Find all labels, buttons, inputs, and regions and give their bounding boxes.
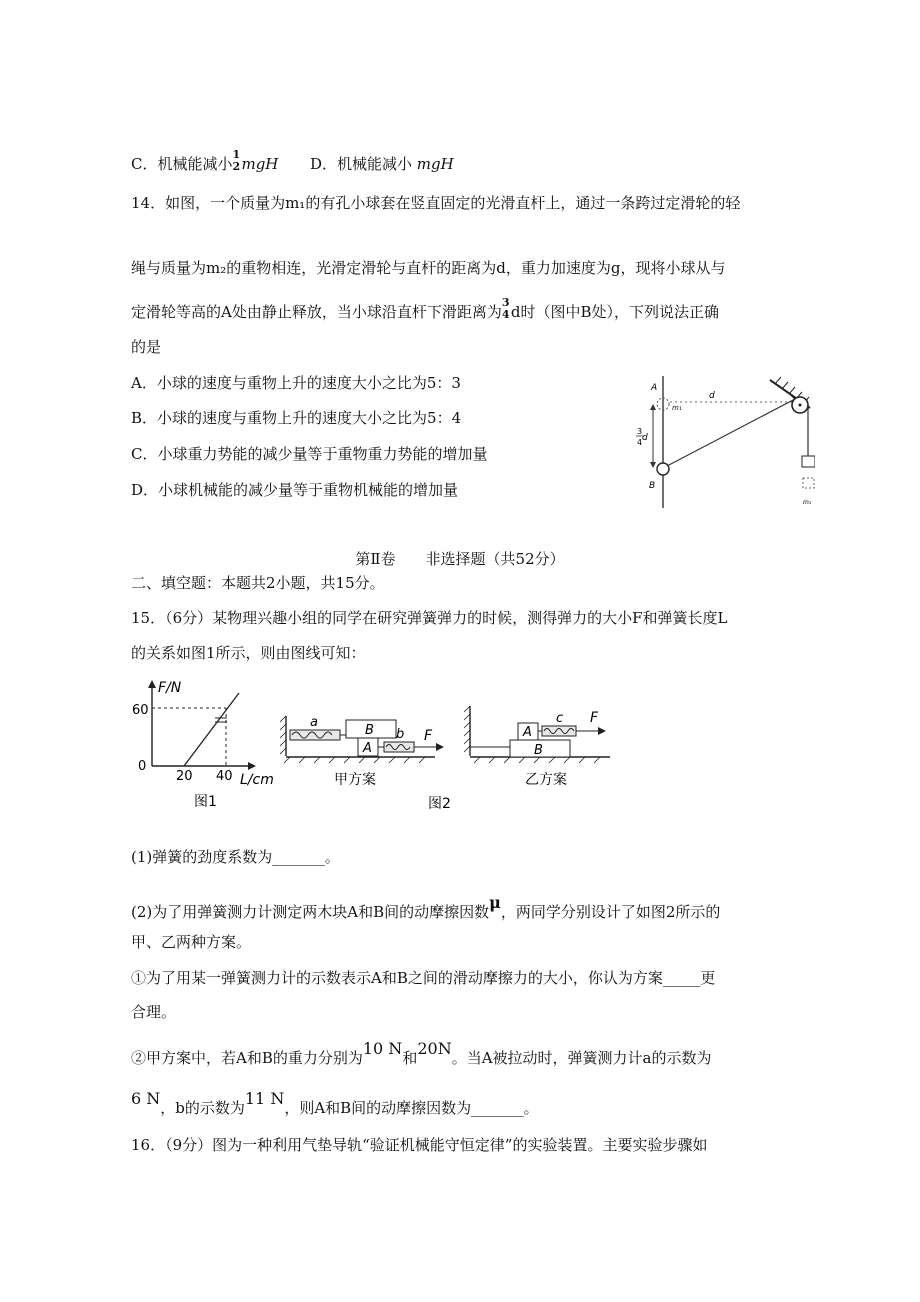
- label-force-yi: F: [590, 710, 599, 726]
- label-m1: m₁: [672, 404, 682, 412]
- q14-option-b: B．小球的速度与重物上升的速度大小之比为5：4: [131, 409, 462, 427]
- q15-part-3-line-1: ①为了用某一弹簧测力计的示数表示A和B之间的滑动摩擦力的大小，你认为方案_____更: [131, 969, 716, 987]
- label-a: A: [651, 383, 658, 393]
- label-scheme-jia: 甲方案: [334, 772, 376, 788]
- ball-at-b: [657, 463, 669, 475]
- q14-option-a: A．小球的速度与重物上升的速度大小之比为5：3: [131, 374, 461, 392]
- label-spring-b: b: [396, 727, 405, 742]
- frac-numerator: 3: [501, 296, 510, 309]
- mu-symbol: μ: [489, 893, 501, 912]
- value-20n: 20N: [417, 1039, 452, 1058]
- value-6n: 6 N: [131, 1089, 161, 1108]
- x-axis-label: L/cm: [240, 772, 274, 788]
- q15-part-3-line-2: 合理。: [131, 1003, 177, 1021]
- q15-figure-2-schemes: [280, 696, 620, 820]
- q14-line3-suffix: d时（图中B处），下列说法正确: [510, 303, 719, 321]
- q14-stem-line-2: 绳与质量为m₂的重物相连，光滑定滑轮与直杆的距离为d，重力加速度为g，现将小球从与: [131, 259, 726, 277]
- q14-stem-line-3: [131, 296, 719, 322]
- q14-option-c: C．小球重力势能的减少量等于重物重力势能的增加量: [131, 445, 488, 463]
- q15-part-4-suffix-2: ，则A和B间的动摩擦因数为_______。: [284, 1099, 539, 1117]
- q13-options: [131, 148, 454, 174]
- q15-part-4-mid-2: ，b的示数为: [160, 1099, 245, 1117]
- q14-stem-line-4: 的是: [131, 338, 162, 356]
- q15-part-2-line-2: 甲、乙两种方案。: [131, 933, 252, 951]
- label-block-b-yi: B: [534, 743, 543, 758]
- data-line: [184, 693, 239, 766]
- label-frac-num: 3: [637, 427, 643, 436]
- q15-part-1: (1)弹簧的劲度系数为_______。: [131, 848, 340, 866]
- label-block-a: A: [363, 741, 372, 756]
- label-scheme-yi: 乙方案: [525, 772, 567, 788]
- q15-part-2-prefix: (2)为了用弹簧测力计测定两木块A和B间的动摩擦因数: [131, 903, 490, 921]
- q15-part-2-suffix: ，两同学分别设计了如图2所示的: [500, 903, 721, 921]
- section-title: 第Ⅱ卷 非选择题（共52分）: [355, 550, 565, 568]
- label-d: d: [709, 391, 715, 401]
- q15-stem-line-2: 的关系如图1所示，则由图线可知：: [131, 644, 366, 662]
- value-11n: 11 N: [244, 1089, 285, 1108]
- q13-option-c-prefix: C．机械能减小: [131, 155, 233, 173]
- x-tick-20: 20: [176, 769, 193, 784]
- section-subtitle: 二、填空题：本题共2小题，共15分。: [131, 574, 385, 592]
- q15-stem-line-1: 15．（6分）某物理兴趣小组的同学在研究弹簧弹力的时候，测得弹力的大小F和弹簧长度L: [131, 609, 728, 627]
- q14-line3-prefix: 定滑轮等高的A处由静止释放，当小球沿直杆下滑距离为: [131, 303, 502, 321]
- label-block-b: B: [365, 723, 374, 738]
- frac-denominator: 4: [501, 308, 510, 321]
- q15-part-4-mid: 和: [402, 1049, 418, 1067]
- label-spring-a: a: [310, 715, 318, 730]
- label-m2: m₂: [803, 499, 812, 506]
- label-force-jia: F: [424, 728, 433, 744]
- q13-option-d-suffix: mgH: [416, 155, 454, 173]
- label-d-vertical: d: [642, 433, 648, 443]
- q15-part-4-prefix: ②甲方案中，若A和B的重力分别为: [131, 1049, 363, 1067]
- y-axis-label: F/N: [158, 680, 182, 696]
- q15-part-2-line-1: [131, 893, 721, 922]
- q15-part-4-line-1: [131, 1039, 712, 1068]
- weight-block-dashed: [803, 478, 814, 488]
- q13-option-d-prefix: D．机械能减小: [309, 155, 412, 173]
- q15-figure-1-graph: [130, 676, 280, 812]
- frac-denominator: 2: [232, 160, 241, 173]
- y-tick-60: 60: [132, 703, 149, 718]
- q14-pulley-figure: [615, 374, 815, 510]
- spring-c: [542, 726, 576, 736]
- q16-stem-line-1: 16．（9分）图为一种利用气垫导轨“验证机械能守恒定律”的实验装置。主要实验步骤如: [131, 1136, 708, 1154]
- frac-numerator: 1: [232, 148, 241, 161]
- q13-option-c-suffix: mgH: [241, 155, 279, 173]
- rope: [667, 399, 795, 466]
- figure-1-caption: 图1: [194, 794, 217, 810]
- label-spring-c: c: [556, 711, 564, 726]
- x-tick-40: 40: [216, 769, 233, 784]
- value-10n: 10 N: [362, 1039, 403, 1058]
- figure-2-caption: 图2: [428, 796, 451, 812]
- origin-label: 0: [138, 759, 147, 774]
- q15-part-4-line-2: [131, 1089, 539, 1118]
- q14-stem-line-1: 14．如图，一个质量为m₁的有孔小球套在竖直固定的光滑直杆上，通过一条跨过定滑轮的轻: [131, 194, 741, 212]
- spring-a: [290, 730, 340, 740]
- label-block-a-yi: A: [523, 725, 532, 740]
- label-b: B: [649, 481, 656, 491]
- weight-block: [802, 456, 815, 467]
- q15-part-4-suffix: 。当A被拉动时，弹簧测力计a的示数为: [451, 1049, 712, 1067]
- q14-option-d: D．小球机械能的减少量等于重物机械能的增加量: [131, 481, 459, 499]
- label-frac-den: 4: [637, 438, 643, 447]
